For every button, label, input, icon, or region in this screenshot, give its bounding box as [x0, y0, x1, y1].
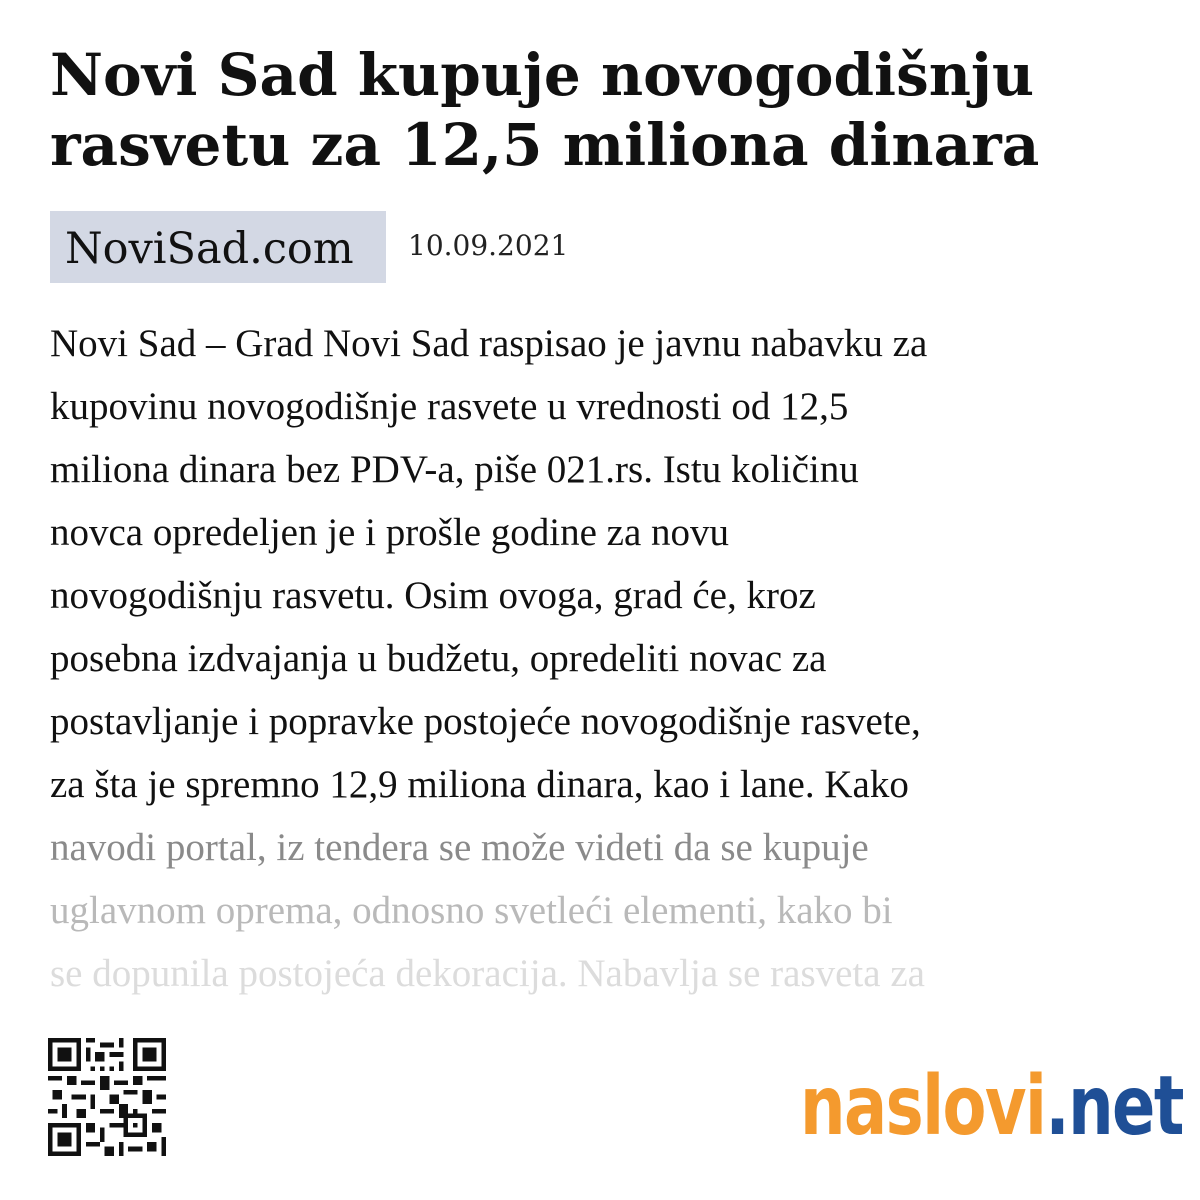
- logo-text-naslovi: naslovi: [800, 1059, 1046, 1154]
- naslovi-logo[interactable]: [800, 1052, 1183, 1162]
- body-line: postavljanje i popravke postojeće novogodišnje rasvete,: [50, 700, 921, 743]
- logo-text-net: .net: [1045, 1059, 1183, 1154]
- body-line-fading: uglavnom oprema, odnosno svetleći elementi, kako bi: [50, 889, 893, 932]
- body-line: novca opredeljen je i prošle godine za novu: [50, 511, 730, 554]
- body-line: miliona dinara bez PDV-a, piše 021.rs. Istu količinu: [50, 448, 859, 491]
- body-line-fading: se dopunila postojeća dekoracija. Nabavlja se rasveta za: [50, 952, 925, 995]
- article-title-line-2: rasvetu za 12,5 miliona dinara: [50, 111, 1040, 179]
- article-body: [50, 312, 1160, 1005]
- publish-date: 10.09.2021: [408, 229, 569, 262]
- body-line: Novi Sad – Grad Novi Sad raspisao je javnu nabavku za: [50, 322, 928, 365]
- body-line-fading: navodi portal, iz tendera se može videti da se kupuje: [50, 826, 869, 869]
- body-line: posebna izdvajanja u budžetu, opredeliti novac za: [50, 637, 827, 680]
- body-line: kupovinu novogodišnje rasvete u vrednosti od 12,5: [50, 385, 849, 428]
- article-title: [50, 40, 1160, 180]
- source-badge[interactable]: NoviSad.com: [50, 211, 386, 283]
- body-line: za šta je spremno 12,9 miliona dinara, kao i lane. Kako: [50, 763, 909, 806]
- qr-code-icon[interactable]: [48, 1038, 166, 1156]
- article-title-line-1: Novi Sad kupuje novogodišnju: [50, 41, 1035, 109]
- body-line: novogodišnju rasvetu. Osim ovoga, grad će, kroz: [50, 574, 816, 617]
